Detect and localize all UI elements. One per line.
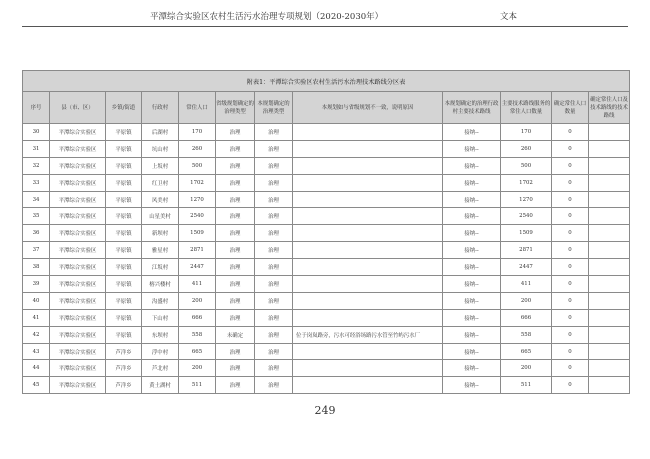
table-row [23,140,630,157]
table-cell [589,242,630,259]
table-cell: 接纳-- [443,124,501,141]
table-cell [293,242,443,259]
table-cell: 32 [23,157,50,174]
table-row [23,191,630,208]
table-cell: 34 [23,191,50,208]
table-cell: 接纳-- [443,242,501,259]
column-header: 行政村 [142,92,179,124]
table-cell: 665 [179,343,216,360]
table-cell [293,377,443,394]
table-cell: 接纳-- [443,360,501,377]
table-cell [293,208,443,225]
table-cell: 200 [179,292,216,309]
table-cell [589,157,630,174]
table-cell: 平潭综合实验区 [50,208,106,225]
table-cell: 接纳-- [443,276,501,293]
table-cell: 治理 [216,208,255,225]
table-cell: 0 [552,242,589,259]
table-cell [293,343,443,360]
table-cell: 2447 [179,259,216,276]
page-number: 249 [314,404,336,417]
table-cell: 666 [179,309,216,326]
column-header: 本规划确定的治理行政村主要技术路线 [443,92,501,124]
table-cell [293,140,443,157]
table-cell [589,326,630,343]
table-cell: 接纳-- [443,326,501,343]
table-cell: 44 [23,360,50,377]
header-rule [22,26,628,27]
table-cell [293,360,443,377]
table-cell [589,343,630,360]
table-cell: 浮中村 [142,343,179,360]
table-row [23,309,630,326]
table-cell [589,259,630,276]
table-cell [293,157,443,174]
table-cell: 666 [501,309,552,326]
table-cell: 平原镇 [106,242,142,259]
column-header: 省级规划确定的治理类型 [216,92,255,124]
table-cell: 雅星村 [142,242,179,259]
table-cell: 170 [179,124,216,141]
column-header: 确定常住人口数量 [552,92,589,124]
table-cell: 芦洋乡 [106,360,142,377]
table-cell: 治理 [255,124,293,141]
table-cell: 42 [23,326,50,343]
table-cell: 接纳-- [443,259,501,276]
table-row [23,225,630,242]
table-cell: 0 [552,259,589,276]
table-cell: 平原镇 [106,174,142,191]
table-cell: 平潭综合实验区 [50,309,106,326]
table-cell: 35 [23,208,50,225]
table-cell: 260 [501,140,552,157]
table-cell: 0 [552,326,589,343]
table-cell: 2447 [501,259,552,276]
table-row [23,174,630,191]
table-cell: 200 [179,360,216,377]
table-cell: 0 [552,124,589,141]
table-cell: 治理 [255,326,293,343]
table-cell: 平潭综合实验区 [50,326,106,343]
table-cell: 治理 [216,225,255,242]
column-header: 主要技术路线服务的常住人口数量 [501,92,552,124]
table-cell: 平原镇 [106,292,142,309]
table-cell: 治理 [216,124,255,141]
table-cell: 新坝村 [142,225,179,242]
table-cell: 沟盛村 [142,292,179,309]
table-cell: 200 [501,292,552,309]
table-cell: 治理 [216,259,255,276]
table-cell [293,309,443,326]
table-cell [293,191,443,208]
data-table [22,70,630,394]
table-cell: 31 [23,140,50,157]
table-cell: 下山村 [142,309,179,326]
table-cell [589,225,630,242]
column-header: 乡镇/街道 [106,92,142,124]
table-cell: 未确定 [216,326,255,343]
table-cell [589,309,630,326]
table-cell: 治理 [255,208,293,225]
table-cell: 接纳-- [443,343,501,360]
table-cell: 接纳-- [443,309,501,326]
table-cell: 江坂村 [142,259,179,276]
table-cell: 平原镇 [106,259,142,276]
table-cell: 坑山村 [142,140,179,157]
table-cell: 山星美村 [142,208,179,225]
table-cell: 558 [179,326,216,343]
table-cell [589,276,630,293]
table-cell: 接纳-- [443,174,501,191]
table-cell [293,225,443,242]
table-header-row [23,92,630,124]
table-cell: 平潭综合实验区 [50,259,106,276]
table-cell: 风美村 [142,191,179,208]
column-header: 序号 [23,92,50,124]
table-cell: 500 [501,157,552,174]
table-body [23,124,630,394]
table-cell: 平原镇 [106,225,142,242]
table-cell: 0 [552,343,589,360]
table-cell: 治理 [216,377,255,394]
table-cell: 1702 [501,174,552,191]
table-cell: 平原镇 [106,140,142,157]
table-cell: 平原镇 [106,276,142,293]
table-cell: 接纳-- [443,377,501,394]
table-cell: 0 [552,377,589,394]
table-row [23,360,630,377]
table-cell: 平潭综合实验区 [50,174,106,191]
table-caption: 附表1：平潭综合实验区农村生活污水治理技术路线分区表 [23,71,630,92]
header-label: 文本 [500,12,518,22]
table-cell [589,360,630,377]
table-cell: 治理 [255,292,293,309]
table-cell: 平原镇 [106,157,142,174]
table-cell: 0 [552,360,589,377]
table-cell [589,191,630,208]
header-title: 平潭综合实验区农村生活污水治理专项规划（2020-2030年） [150,12,384,22]
table-cell: 芦北村 [142,360,179,377]
table-cell: 治理 [255,343,293,360]
table-cell: 40 [23,292,50,309]
table-cell [589,140,630,157]
table-cell: 平潭综合实验区 [50,225,106,242]
column-header: 本规划如与省级规划不一致，说明原因 [293,92,443,124]
table-row [23,377,630,394]
table-cell: 平原镇 [106,124,142,141]
table-cell: 0 [552,157,589,174]
table-cell: 260 [179,140,216,157]
table-cell: 平潭综合实验区 [50,360,106,377]
table-cell: 1509 [179,225,216,242]
table-cell [293,276,443,293]
table-cell: 45 [23,377,50,394]
table-cell: 平原镇 [106,191,142,208]
table-cell: 后湖村 [142,124,179,141]
table-cell: 2540 [179,208,216,225]
table-cell: 平原镇 [106,208,142,225]
table-row [23,242,630,259]
table-cell: 芦洋乡 [106,343,142,360]
table-cell: 榕兴楼村 [142,276,179,293]
table-cell: 0 [552,208,589,225]
table-cell: 665 [501,343,552,360]
table-row [23,208,630,225]
table-cell: 1270 [179,191,216,208]
table-cell: 治理 [255,157,293,174]
table-row [23,157,630,174]
table-cell: 170 [501,124,552,141]
table-cell: 黄土湖村 [142,377,179,394]
table-cell: 1702 [179,174,216,191]
table-cell: 接纳-- [443,292,501,309]
table-cell [293,259,443,276]
table-cell: 平潭综合实验区 [50,276,106,293]
table-cell: 平潭综合实验区 [50,377,106,394]
table-cell: 治理 [255,191,293,208]
table-cell: 芦洋乡 [106,377,142,394]
table-cell: 治理 [216,242,255,259]
table-cell: 治理 [216,191,255,208]
table-cell: 41 [23,309,50,326]
table-cell [589,292,630,309]
table-cell [293,174,443,191]
table-cell: 0 [552,174,589,191]
table-cell [589,124,630,141]
table-cell: 位于岗岚路旁，污水可经浴场路污水管至竹屿污水厂 [293,326,443,343]
table-row [23,326,630,343]
table-cell: 治理 [255,140,293,157]
table-cell: 平潭综合实验区 [50,343,106,360]
table-cell: 治理 [255,242,293,259]
table-cell: 500 [179,157,216,174]
table-cell: 治理 [255,309,293,326]
table-cell [589,174,630,191]
table-cell: 接纳-- [443,225,501,242]
table-cell [293,292,443,309]
table-cell: 平潭综合实验区 [50,124,106,141]
table-cell: 0 [552,292,589,309]
table-row [23,124,630,141]
table-cell: 红卫村 [142,174,179,191]
table-cell: 治理 [255,225,293,242]
table-cell: 治理 [255,174,293,191]
table-row [23,343,630,360]
table-cell: 治理 [216,360,255,377]
table-cell: 33 [23,174,50,191]
table-cell: 2871 [501,242,552,259]
table-row [23,292,630,309]
table-cell: 30 [23,124,50,141]
table-cell: 1509 [501,225,552,242]
page-header [0,0,650,40]
table-row [23,259,630,276]
table-cell: 平原镇 [106,309,142,326]
column-header: 常住人口 [179,92,216,124]
table-cell: 治理 [255,276,293,293]
table-cell: 36 [23,225,50,242]
table-cell: 43 [23,343,50,360]
table-cell: 治理 [216,309,255,326]
table-cell: 39 [23,276,50,293]
table-cell: 平原镇 [106,326,142,343]
table-cell: 治理 [216,343,255,360]
table-cell: 2871 [179,242,216,259]
table-cell: 治理 [216,140,255,157]
table-cell: 接纳-- [443,208,501,225]
table-cell: 0 [552,276,589,293]
column-header: 县（市、区） [50,92,106,124]
table-cell: 0 [552,225,589,242]
table-cell: 平潭综合实验区 [50,157,106,174]
table-cell: 200 [501,360,552,377]
table-cell: 治理 [216,157,255,174]
table-cell: 411 [501,276,552,293]
table-cell: 0 [552,140,589,157]
table-cell: 治理 [255,259,293,276]
table-cell: 接纳-- [443,157,501,174]
table-cell [589,208,630,225]
table-cell [589,377,630,394]
table-cell: 治理 [216,292,255,309]
table-cell: 治理 [216,174,255,191]
table-cell: 平潭综合实验区 [50,191,106,208]
table-cell: 东坝村 [142,326,179,343]
table-cell: 2540 [501,208,552,225]
table-cell: 平潭综合实验区 [50,292,106,309]
table-cell: 511 [179,377,216,394]
table-cell: 治理 [255,377,293,394]
table-cell: 平潭综合实验区 [50,242,106,259]
table-cell [293,124,443,141]
table-cell: 511 [501,377,552,394]
table-cell: 411 [179,276,216,293]
table-cell: 治理 [216,276,255,293]
table-cell: 接纳-- [443,191,501,208]
table-cell: 1270 [501,191,552,208]
table-cell: 治理 [255,360,293,377]
table-cell: 0 [552,191,589,208]
table-cell: 37 [23,242,50,259]
table-row [23,276,630,293]
column-header: 本规划确定的治理类型 [255,92,293,124]
table-cell: 558 [501,326,552,343]
table-cell: 上坂村 [142,157,179,174]
table-cell: 38 [23,259,50,276]
column-header: 确定常住人口及技术路线的技术路线 [589,92,630,124]
table-cell: 接纳-- [443,140,501,157]
table-cell: 平潭综合实验区 [50,140,106,157]
table-cell: 0 [552,309,589,326]
